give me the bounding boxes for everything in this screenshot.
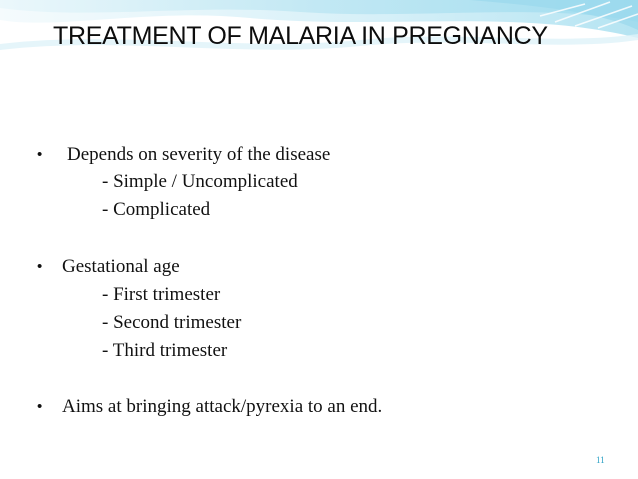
bullet-text-gestational-age: Gestational age	[62, 256, 180, 277]
slide-title: TREATMENT OF MALARIA IN PREGNANCY	[53, 22, 548, 50]
subitem-simple-uncomplicated: - Simple / Uncomplicated	[102, 171, 298, 192]
subitem-complicated: - Complicated	[102, 199, 211, 220]
bullet-marker: •	[37, 258, 43, 275]
bullet-marker: •	[37, 146, 43, 163]
subitem-first-trimester: - First trimester	[102, 284, 221, 305]
subitem-third-trimester: - Third trimester	[102, 340, 228, 361]
bullet-text-severity: Depends on severity of the disease	[67, 144, 331, 165]
page-number: 11	[596, 455, 605, 465]
subitem-second-trimester: - Second trimester	[102, 312, 242, 333]
bullet-marker: •	[37, 398, 43, 415]
bullet-text-aims: Aims at bringing attack/pyrexia to an end.	[62, 396, 383, 417]
